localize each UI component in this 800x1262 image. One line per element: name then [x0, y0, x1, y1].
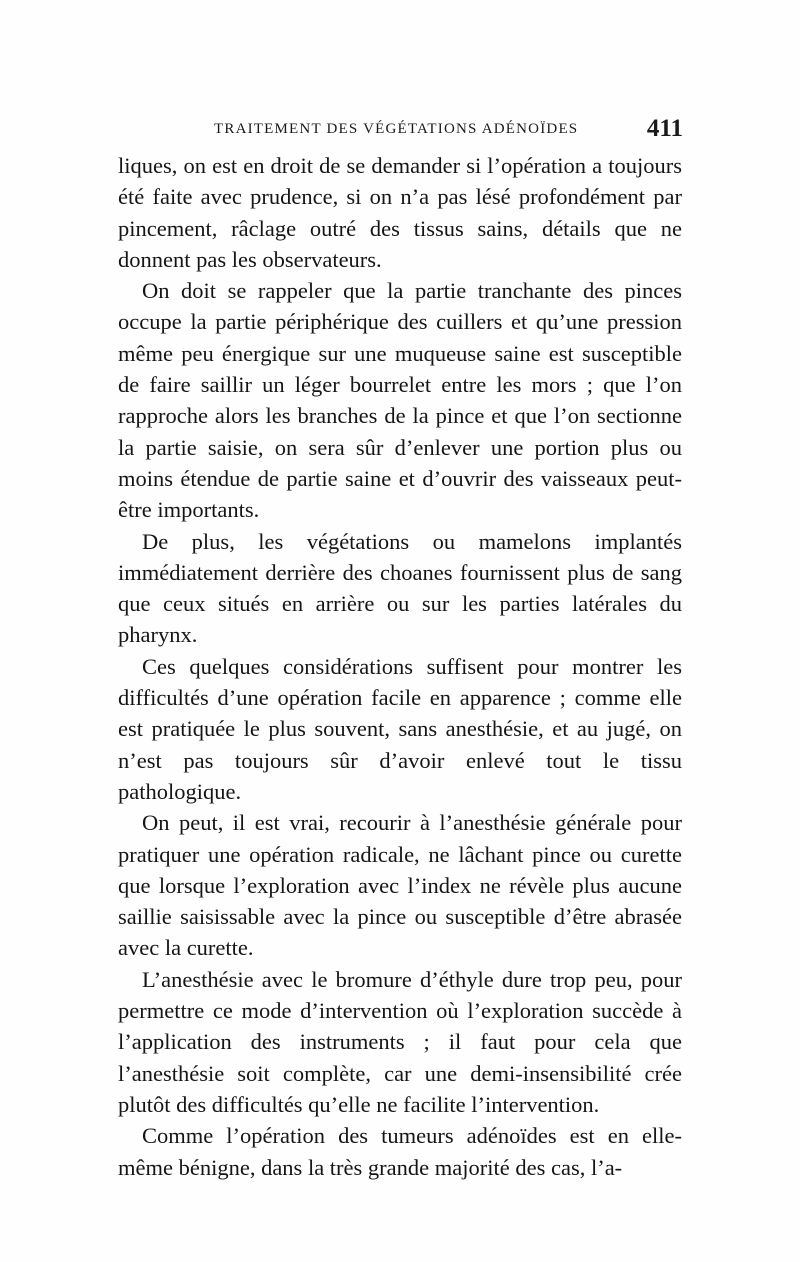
paragraph: Comme l’opération des tumeurs adénoïdes est en elle-même bénigne, dans la très grande majorité des cas, l’a- [118, 1123, 682, 1180]
running-title: TRAITEMENT DES VÉGÉTATIONS ADÉNOÏDES [214, 121, 579, 137]
paragraph: Ces quelques considérations suffisent pour montrer les difficultés d’une opération facile en apparence ; comme elle est pratiquée le plus souvent, sans anesthésie, et au jugé, on n’est pas toujours sûr d’avoir enlevé tout le tissu pathologique. [118, 653, 682, 804]
paragraph: On doit se rappeler que la partie tranchante des pinces occupe la partie périphérique des cuillers et qu’une pression même peu énergique sur une muqueuse saine est susceptible de faire saillir un léger bourrelet entre les mors ; que l’on rapproche alors les branches de la pince et que l’on sectionne la partie saisie, on sera sûr d’enlever une portion plus ou moins étendue de partie saine et d’ouvrir des vaisseaux peut-être importants. [118, 278, 682, 523]
running-head [118, 115, 683, 145]
paragraph-continuation: liques, on est en droit de se demander si l’opération a toujours été faite avec prudence, si on n’a pas lésé profondément par pincement, râclage outré des tissus sains, détails que ne donnent pas les observateurs. [118, 153, 682, 272]
body-text [118, 150, 682, 1183]
paragraph: L’anesthésie avec le bromure d’éthyle dure trop peu, pour permettre ce mode d’intervention où l’exploration succède à l’application des instruments ; il faut pour cela que l’anesthésie soit complète, car une demi-insensibilité crée plutôt des difficultés qu’elle ne facilite l’intervention. [118, 966, 682, 1117]
paragraph: De plus, les végétations ou mamelons implantés immédiatement derrière des choanes fournissent plus de sang que ceux situés en arrière ou sur les parties latérales du pharynx. [118, 528, 682, 648]
paragraph: On peut, il est vrai, recourir à l’anesthésie générale pour pratiquer une opération radicale, ne lâchant pince ou curette que lorsque l’exploration avec l’index ne révèle plus aucune saillie saisissable avec la pince ou susceptible d’être abrasée avec la curette. [118, 810, 682, 961]
page-number: 411 [646, 115, 683, 142]
